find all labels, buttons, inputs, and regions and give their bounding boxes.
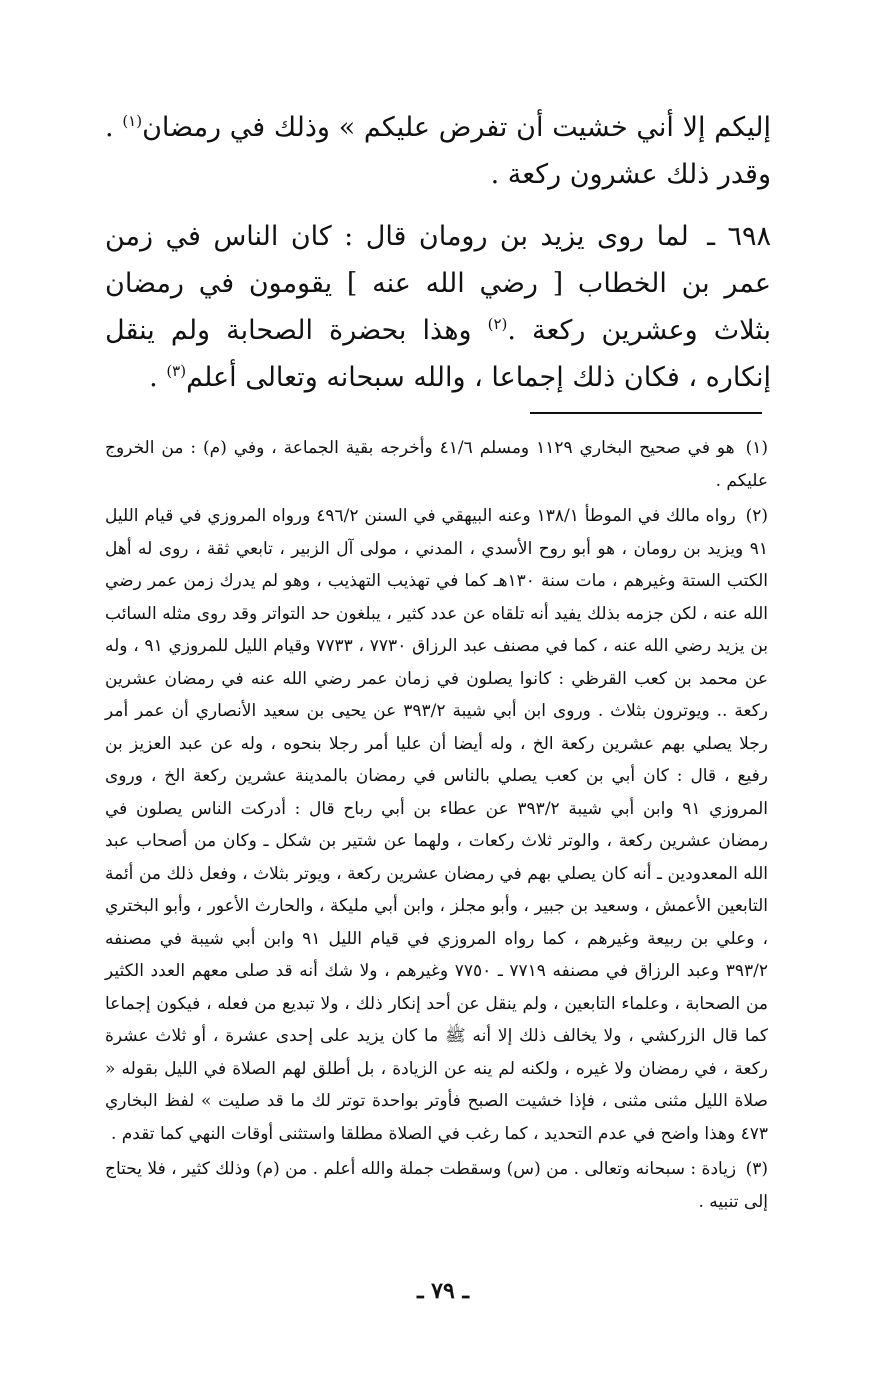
footnote-2-text: رواه مالك في الموطأ ١٣٨/١ وعنه البيهقي في السنن ٤٩٦/٢ ورواه المروزي في قيام الليل ٩١ ويزيد بن رومان ، هو أبو روح الأسدي ، المدني ، مولى آل الزبير ، تابعي ثقة ، روى له أهل الكتب الستة وغيرهم ، مات سنة ١٣٠هـ كما في تهذيب التهذيب ، وهو لم يدرك زمن عمر رضي الله عنه ، لكن جزمه بذلك يفيد أنه تلقاه عن عدد كثير ، يبلغون حد التواتر وقد روى مثله السائب بن يزيد رضي الله عنه ، كما في مصنف عبد الرزاق ٧٧٣٠ ، ٧٧٣٣ وقيام الليل للمروزي ٩١ ، وله عن محمد بن كعب القرظي : كانوا يصلون في زمان عمر رضي الله عنه في رمضان عشرين ركعة .. ويوترون بثلاث . وروى ابن أبي شيبة ٣٩٣/٢ عن يحيى بن سعيد الأنصاري أن عمر أمر رجلا يصلي بهم عشرين ركعة الخ ، وله أيضا أن عليا أمر رجلا بنحوه ، وله عن عبد العزيز بن رفيع ، قال : كان أبي بن كعب يصلي بالناس في رمضان بالمدينة عشرين ركعة الخ ، وروى المروزي ٩١ وابن أبي شيبة ٣٩٣/٢ عن عطاء بن أبي رباح قال : أدركت الناس يصلون في رمضان عشرين ركعة ، والوتر ثلاث ركعات ، ولهما عن شتير بن شكل ـ وكان من أصحاب عبد الله المعدودين ـ أنه كان يصلي بهم في رمضان عشرين ركعة ، ويوتر بثلاث ، وفعل ذلك من أئمة التابعين الأعمش ، وسعيد بن جبير ، وأبو مجلز ، وابن أبي مليكة ، والحارث الأعور ، وأبو البختري ، وعلي بن ربيعة وغيرهم ، كما رواه المروزي في قيام الليل ٩١ وابن أبي شيبة في مصنفه ٣٩٣/٢ وعبد الرزاق في مصنفه ٧٧١٩ ـ ٧٧٥٠ وغيرهم ، ولا شك أنه قد صلى معهم العدد الكثير من الصحابة ، وعلماء التابعين ، ولم ينقل عن أحد إنكار ذلك ، ولا تبديع من فعله ، فيكون إجماعا كما قال الزركشي ، ولا يخالف ذلك إلا أنه ﷺ ما كان يزيد على إحدى عشرة ، أو ثلاث عشرة ركعة ، في رمضان ولا غيره ، ولكنه لم ينه عن الزيادة ، بل أطلق لهم الصلاة في الليل بقوله « صلاة الليل مثنى مثنى ، فإذا خشيت الصبح فأوتر بواحدة توتر لك ما قد صليت » لفظ البخاري ٤٧٣ وهذا واضح في عدم التحديد ، كما رغب في الصلاة مطلقا واستثنى أوقات النهي كما تقدم . xyxy=(105,506,768,1144)
footnote-2-mark: (٢) xyxy=(745,506,769,526)
footnotes xyxy=(105,432,768,1221)
para2-text: لما روى يزيد بن رومان قال : كان الناس في زمن عمر بن الخطاب [ رضي الله عنه ] يقومون في رمضان بثلاث وعشرين ركعة . xyxy=(105,221,771,346)
footnote-3 xyxy=(105,1153,768,1218)
footnote-separator xyxy=(530,412,762,414)
paragraph-number: ٦٩٨ ـ xyxy=(707,221,771,252)
footnote-3-text: زيادة : سبحانه وتعالى . من (س) وسقطت جملة والله أعلم . من (م) وذلك كثير ، فلا يحتاج إلى تنبيه . xyxy=(105,1159,768,1212)
para1-text: إليكم إلا أني خشيت أن تفرض عليكم » وذلك في رمضان xyxy=(142,112,771,143)
footnote-ref-3: (٣) xyxy=(166,362,187,380)
footnote-2 xyxy=(105,500,768,1150)
main-paragraph-1 xyxy=(105,104,771,198)
main-paragraph-698 xyxy=(105,213,771,401)
footnote-1-mark: (١) xyxy=(745,438,769,458)
footnote-3-mark: (٣) xyxy=(745,1159,768,1179)
footnote-ref-1: (١) xyxy=(122,112,143,130)
para2-text-middle: وهذا بحضرة الصحابة ولم ينقل إنكاره ، فكان ذلك إجماعا ، والله سبحانه وتعالى أعلم xyxy=(105,315,771,393)
para1-text-end: . وقدر ذلك عشرون ركعة . xyxy=(105,112,771,190)
footnote-ref-2: (٢) xyxy=(487,315,508,333)
para2-text-end: . xyxy=(149,362,167,393)
footnote-1-text: هو في صحيح البخاري ١١٢٩ ومسلم ٤١/٦ وأخرجه بقية الجماعة ، وفي (م) : من الخروج عليكم . xyxy=(105,438,768,491)
page-number: ـ ٧٩ ـ xyxy=(417,1278,469,1304)
footnote-1 xyxy=(105,432,768,497)
